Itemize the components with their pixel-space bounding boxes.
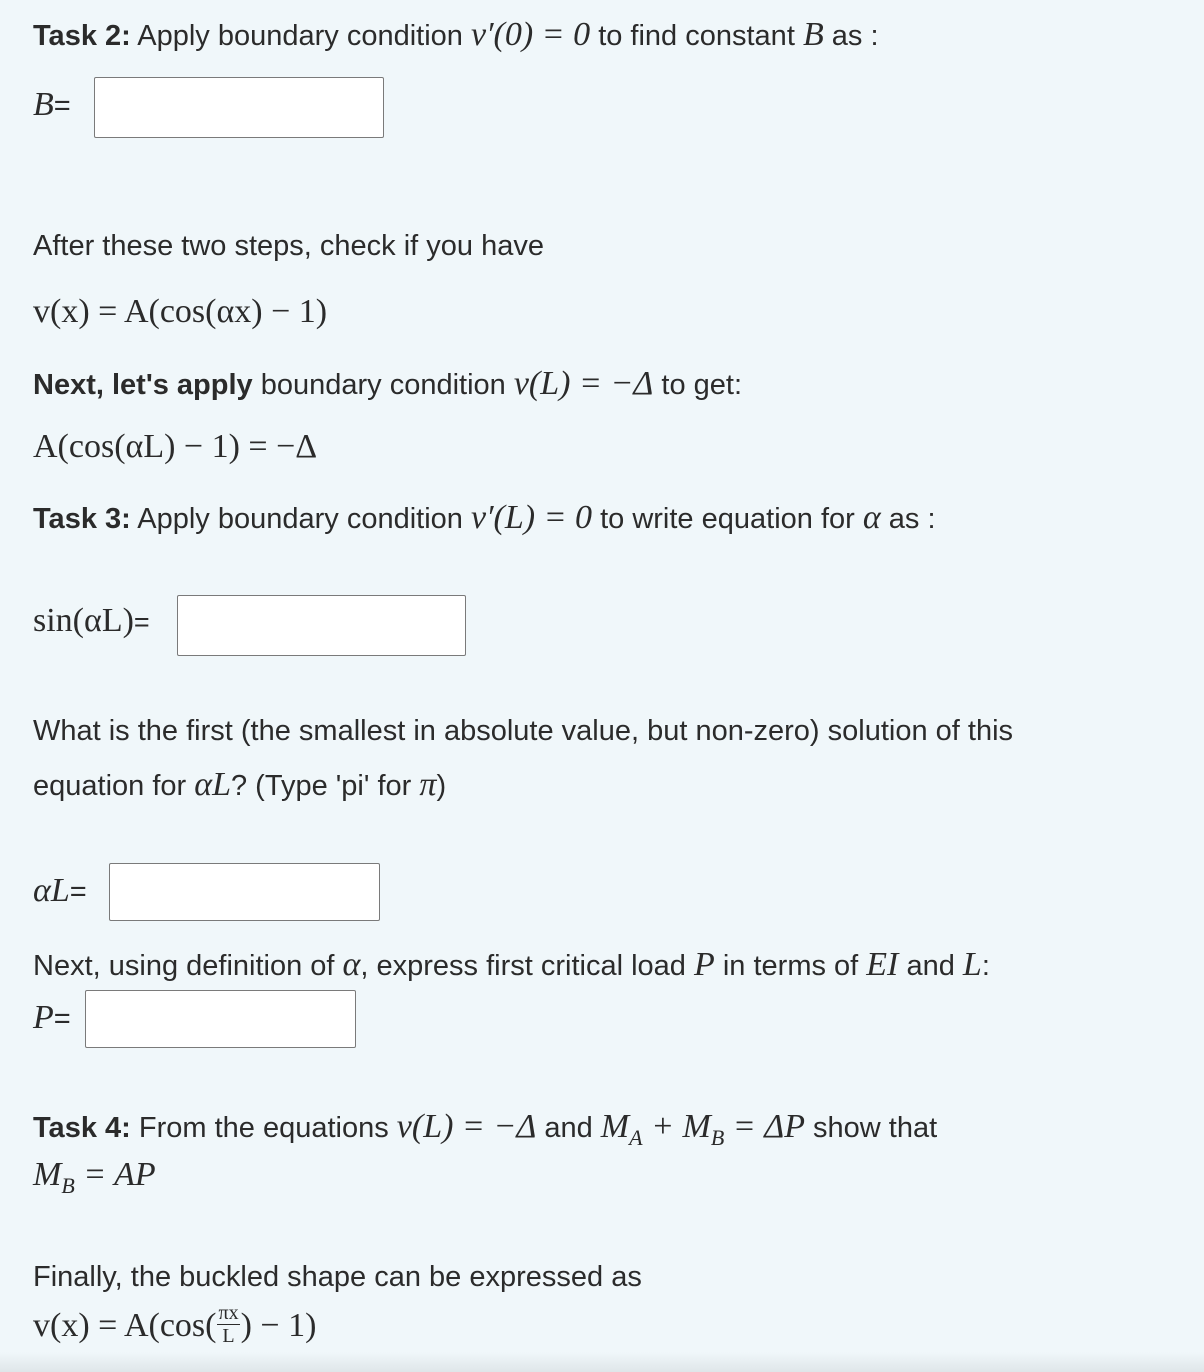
next2-math3: EI	[866, 946, 899, 983]
final-frac-den: L	[222, 1324, 235, 1347]
task3-text2: to write equation for	[600, 503, 855, 535]
next1-bold: Next, let's apply	[33, 369, 253, 401]
question-text-a: equation for	[33, 770, 187, 802]
task4-text1: From the equations	[138, 1112, 389, 1144]
task2-statement	[33, 14, 879, 57]
question-math: αL	[194, 766, 231, 803]
task4-eq-a: M	[33, 1156, 62, 1193]
next1-text2: to get:	[661, 369, 743, 401]
task3-label: Task 3:	[33, 503, 131, 535]
task3-field-var: sin(αL)	[33, 602, 134, 639]
next1-statement	[33, 363, 742, 406]
task2-field-eq: =	[53, 90, 71, 122]
task2-text3: as :	[831, 20, 879, 52]
next1-math1: v(L) = −Δ	[513, 365, 654, 402]
b-answer-input[interactable]	[94, 77, 384, 138]
alpha-l-input[interactable]	[109, 863, 380, 921]
final-text: Finally, the buckled shape can be expressed as	[33, 1261, 642, 1293]
question-line1: What is the first (the smallest in absolute value, but non-zero) solution of this	[33, 715, 1014, 747]
task4-equation	[33, 1154, 156, 1199]
question-line2	[33, 764, 446, 807]
question-field-label	[33, 870, 87, 913]
task4-eq-b: = AP	[83, 1156, 156, 1193]
next2-field-label	[33, 997, 71, 1040]
task4-math1: v(L) = −Δ	[396, 1108, 537, 1145]
task2-text1: Apply boundary condition	[137, 20, 463, 52]
bottom-fade	[0, 1352, 1204, 1372]
task4-label: Task 4:	[33, 1112, 131, 1144]
question-field-var: αL	[33, 872, 70, 909]
next2-field-eq: =	[53, 1003, 71, 1035]
task3-field-label	[33, 600, 150, 643]
task4-text3: show that	[813, 1112, 938, 1144]
final-eq-a: v(x) = A(cos(	[33, 1307, 217, 1344]
next2-statement	[33, 944, 990, 987]
check-text: After these two steps, check if you have	[33, 230, 544, 262]
task2-field-var: B	[33, 86, 54, 123]
task4-math2-c: = ΔP	[732, 1108, 805, 1145]
task3-field-eq: =	[133, 607, 150, 637]
task2-label: Task 2:	[33, 20, 131, 52]
task4-eq-sub: B	[61, 1172, 75, 1198]
task3-text3: as :	[888, 503, 936, 535]
task2-field-label	[33, 84, 71, 127]
next1-text1: boundary condition	[260, 369, 506, 401]
next2-math4: L	[962, 946, 982, 983]
next2-text1: Next, using definition of	[33, 950, 335, 982]
check-equation: v(x) = A(cos(αx) − 1)	[33, 293, 328, 330]
p-answer-input[interactable]	[85, 990, 356, 1048]
next2-math1: α	[342, 946, 361, 983]
next2-text5: :	[981, 950, 990, 982]
task2-text2: to find constant	[598, 20, 795, 52]
final-equation	[33, 1301, 317, 1350]
task4-math2-a: M	[600, 1108, 630, 1145]
task2-math1: v′(0) = 0	[471, 16, 591, 53]
sin-alpha-l-input[interactable]	[177, 595, 466, 656]
task3-statement	[33, 497, 936, 540]
task4-text2: and	[544, 1112, 593, 1144]
next2-text2: , express first critical load	[360, 950, 686, 982]
next2-field-var: P	[33, 999, 54, 1036]
final-fraction	[217, 1303, 239, 1346]
next2-math2: P	[694, 946, 715, 983]
task3-text1: Apply boundary condition	[137, 503, 463, 535]
question-pi: π	[419, 766, 437, 803]
task4-math2-sub-b: B	[710, 1124, 725, 1150]
question-text-c: )	[436, 770, 447, 802]
task2-math2: B	[802, 16, 824, 53]
task4-statement	[33, 1106, 937, 1151]
task3-math1: v′(L) = 0	[471, 499, 593, 536]
task4-math2-sub-a: A	[629, 1124, 643, 1150]
task4-math2	[600, 1108, 805, 1150]
next2-text4: and	[906, 950, 955, 982]
final-eq-b: ) − 1)	[240, 1307, 317, 1344]
question-text-b: ? (Type 'pi' for	[231, 770, 412, 802]
question-field-eq: =	[69, 876, 87, 908]
task3-math2: α	[862, 499, 881, 536]
final-frac-num: πx	[218, 1301, 239, 1324]
next1-equation: A(cos(αL) − 1) = −Δ	[33, 428, 318, 465]
task4-math2-b: + M	[651, 1108, 711, 1145]
next2-text3: in terms of	[722, 950, 859, 982]
